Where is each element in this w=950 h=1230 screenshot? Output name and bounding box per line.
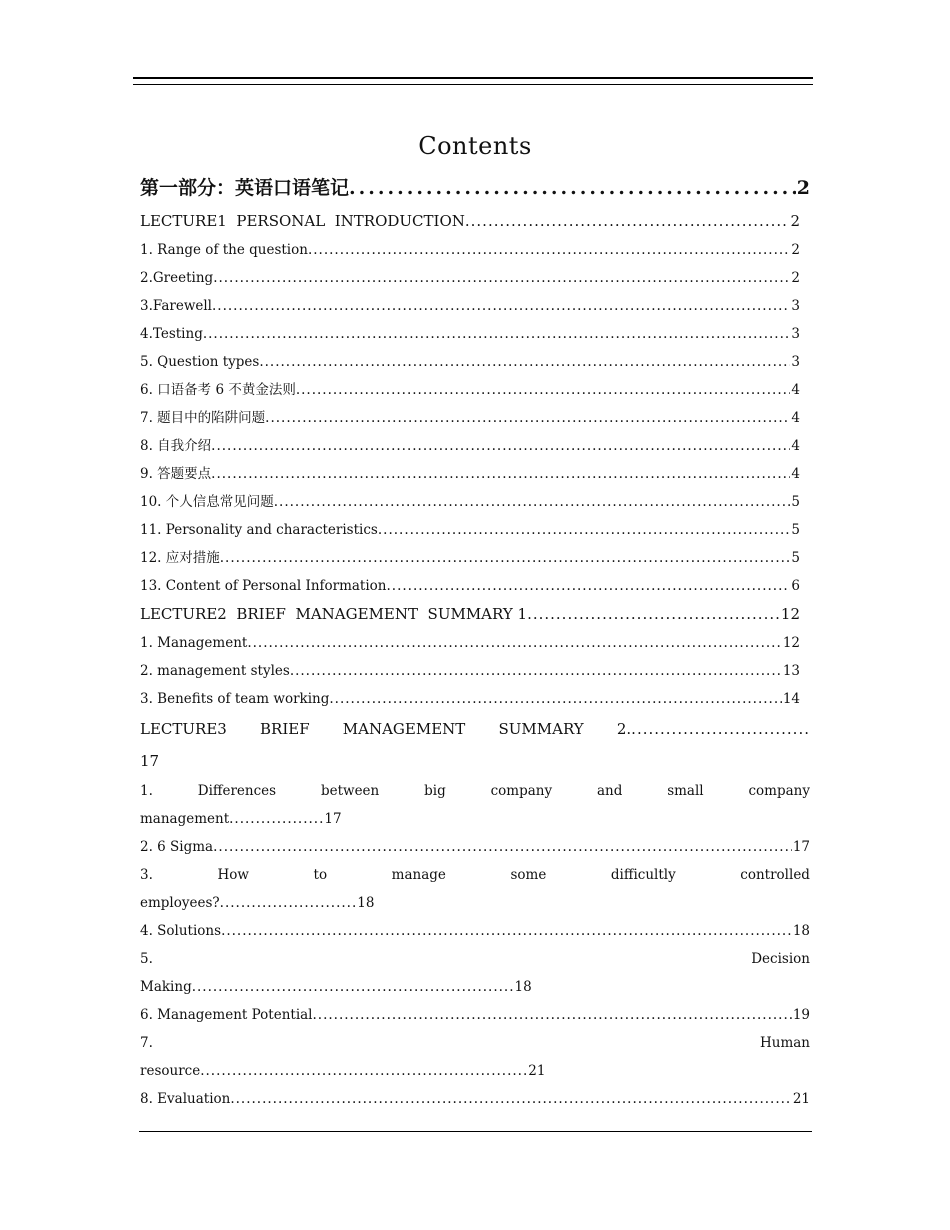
toc-label: 13. Content of Personal Information [140, 578, 387, 594]
toc-label: 9. 答题要点 [140, 466, 212, 482]
toc-word: Decision [751, 951, 810, 967]
toc-label: 6. Management Potential [140, 1007, 313, 1023]
toc-word: and [596, 783, 623, 799]
toc-item[interactable] [140, 320, 810, 348]
toc-item[interactable] [140, 777, 810, 833]
toc-word: Differences [197, 783, 277, 799]
toc-word: LECTURE3 [140, 720, 227, 738]
toc-page-number: 17 [324, 811, 342, 827]
toc-word: company [748, 783, 810, 799]
toc-leader [349, 172, 796, 204]
table-of-contents [140, 172, 810, 1113]
toc-page-number: 12 [782, 635, 800, 651]
toc-item[interactable] [140, 544, 810, 572]
toc-label: 11. Personality and characteristics [140, 522, 378, 538]
toc-lecture-1[interactable] [140, 207, 810, 236]
toc-page-number: 2 [791, 242, 800, 258]
toc-leader [230, 1085, 791, 1113]
toc-page-number: 2 [791, 270, 800, 286]
toc-leader [296, 376, 791, 404]
toc-wrapped-line [140, 945, 810, 973]
toc-word: MANAGEMENT [342, 720, 466, 738]
toc-label: LECTURE1 PERSONAL INTRODUCTION [140, 212, 465, 230]
toc-page-number: 19 [792, 1007, 810, 1023]
toc-label: 1. Management [140, 635, 248, 651]
toc-label: 1. Range of the question [140, 242, 308, 258]
toc-word: SUMMARY [498, 720, 584, 738]
toc-word: 5. [140, 951, 153, 967]
toc-word: 7. [140, 1035, 153, 1051]
toc-page-number: 18 [792, 923, 810, 939]
toc-leader [221, 917, 792, 945]
header-rule-top [133, 77, 813, 79]
toc-page-number: 4 [791, 410, 800, 426]
toc-item[interactable] [140, 861, 810, 917]
toc-word: big [424, 783, 446, 799]
toc-lecture-3[interactable] [140, 713, 810, 777]
toc-page-number: 5 [791, 550, 800, 566]
toc-item[interactable] [140, 629, 810, 657]
toc-page-number: 3 [791, 354, 800, 370]
toc-item[interactable] [140, 657, 810, 685]
toc-leader [211, 460, 790, 488]
toc-leader [213, 264, 790, 292]
toc-leader: .......................... [219, 895, 358, 911]
toc-item[interactable] [140, 292, 810, 320]
toc-page-number: 21 [528, 1063, 546, 1079]
toc-leader [274, 488, 791, 516]
toc-page-number: 12 [780, 605, 800, 623]
toc-page-number: 2 [796, 177, 810, 199]
toc-leader [211, 432, 790, 460]
page-title: Contents [418, 132, 532, 160]
toc-item[interactable] [140, 945, 810, 1001]
toc-page-number: 4 [791, 466, 800, 482]
toc-wrapped-line [140, 777, 810, 805]
toc-page-number: 17 [140, 752, 160, 770]
toc-word: Human [759, 1035, 810, 1051]
toc-item[interactable] [140, 376, 810, 404]
toc-page-number: 5 [791, 494, 800, 510]
toc-leader [212, 292, 790, 320]
toc-label: 2. management styles [140, 663, 290, 679]
toc-word: BRIEF [260, 720, 310, 738]
toc-leader [378, 516, 791, 544]
toc-page-number: 4 [791, 438, 800, 454]
toc-label: LECTURE2 BRIEF MANAGEMENT SUMMARY 1 [140, 605, 528, 623]
toc-page-number: 14 [782, 691, 800, 707]
toc-leader [203, 320, 791, 348]
toc-label: 5. Question types [140, 354, 260, 370]
toc-leader [329, 685, 781, 713]
toc-word: some [510, 867, 547, 883]
toc-item[interactable] [140, 572, 810, 600]
toc-word: 2. [616, 720, 632, 738]
toc-leader [259, 348, 790, 376]
toc-leader [465, 207, 790, 236]
toc-item[interactable] [140, 917, 810, 945]
toc-word: company [490, 783, 553, 799]
toc-wrapped-line [140, 1029, 810, 1057]
toc-item[interactable] [140, 685, 810, 713]
toc-label: 2. 6 Sigma [140, 839, 214, 855]
toc-item[interactable] [140, 432, 810, 460]
toc-page-number: 3 [791, 326, 800, 342]
toc-item[interactable] [140, 1085, 810, 1113]
toc-label: 8. Evaluation [140, 1091, 231, 1107]
toc-lecture-2[interactable] [140, 600, 810, 629]
toc-leader [308, 236, 790, 264]
toc-word: controlled [740, 867, 810, 883]
toc-page-number: 17 [792, 839, 810, 855]
toc-leader [265, 404, 790, 432]
toc-leader [313, 1001, 792, 1029]
toc-leader: ............................... [631, 720, 810, 738]
footer-rule [139, 1131, 812, 1132]
toc-page-number: 18 [514, 979, 532, 995]
toc-page-number: 4 [791, 382, 800, 398]
toc-item[interactable] [140, 1001, 810, 1029]
toc-word: to [313, 867, 328, 883]
toc-item[interactable] [140, 348, 810, 376]
toc-page-number: 13 [782, 663, 800, 679]
toc-page-number: 3 [791, 298, 800, 314]
header-rule-bottom [133, 84, 813, 85]
toc-label: 2.Greeting [140, 270, 214, 286]
toc-leader: ............................................................. [191, 979, 515, 995]
toc-label: 10. 个人信息常见问题 [140, 494, 274, 510]
toc-word: How [217, 867, 249, 883]
toc-word: difficultly [610, 867, 676, 883]
toc-label: Making [140, 979, 192, 995]
toc-label: 12. 应对措施 [140, 550, 220, 566]
toc-leader [213, 833, 792, 861]
toc-label: 6. 口语备考 6 不黄金法则 [140, 382, 296, 398]
toc-leader [527, 600, 780, 629]
toc-label: 7. 题目中的陷阱问题 [140, 410, 266, 426]
toc-wrapped-line [140, 861, 810, 889]
toc-item[interactable] [140, 264, 810, 292]
toc-leader [247, 629, 781, 657]
toc-leader [290, 657, 782, 685]
toc-item[interactable] [140, 488, 810, 516]
toc-label: employees? [140, 895, 220, 911]
toc-word: small [667, 783, 704, 799]
toc-label: management [140, 811, 230, 827]
toc-item[interactable] [140, 516, 810, 544]
toc-word: between [320, 783, 380, 799]
toc-part-heading[interactable] [140, 172, 810, 204]
toc-label: 3. Benefits of team working [140, 691, 330, 707]
toc-item[interactable] [140, 404, 810, 432]
toc-page-number: 18 [357, 895, 375, 911]
toc-word: manage [391, 867, 446, 883]
toc-leader [220, 544, 791, 572]
toc-leader [387, 572, 791, 600]
toc-leader: .................. [229, 811, 325, 827]
toc-word: 1. [140, 783, 153, 799]
toc-label: 4. Solutions [140, 923, 222, 939]
toc-page-number: 2 [790, 212, 800, 230]
toc-label: resource [140, 1063, 201, 1079]
toc-label: 8. 自我介绍 [140, 438, 212, 454]
toc-item[interactable] [140, 1029, 810, 1085]
toc-word: 3. [140, 867, 153, 883]
toc-label: 第一部分：英语口语笔记 [140, 177, 350, 199]
toc-page-number: 5 [791, 522, 800, 538]
toc-item[interactable] [140, 460, 810, 488]
toc-page-number: 6 [791, 578, 800, 594]
toc-label: 3.Farewell [140, 298, 213, 314]
toc-item[interactable] [140, 236, 810, 264]
toc-label: 4.Testing [140, 326, 203, 342]
toc-leader: .............................................................. [200, 1063, 529, 1079]
toc-page-number: 21 [792, 1091, 810, 1107]
toc-wrapped-line [140, 713, 810, 745]
toc-item[interactable] [140, 833, 810, 861]
